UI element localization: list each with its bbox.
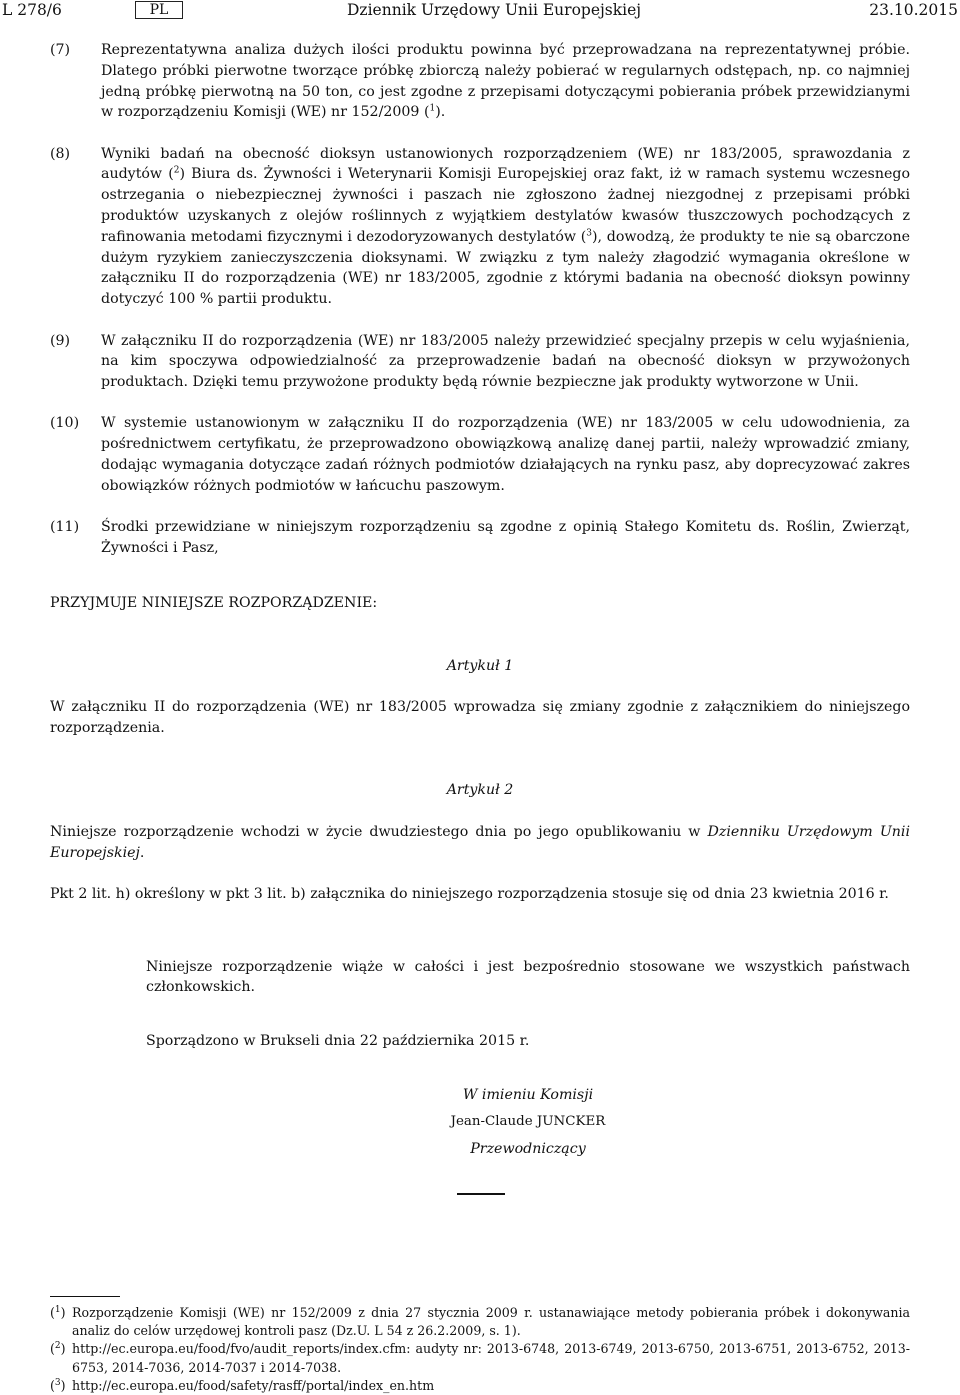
footnote-number-value: 3 [54,1377,61,1388]
article-1-title: Artykuł 1 [446,657,514,674]
signature-block [146,1085,910,1159]
footnote-ref[interactable]: 3 [586,228,592,239]
footnote-text: Rozporządzenie Komisji (WE) nr 152/2009 z dnia 27 stycznia 2009 r. ustanawiające metody pobierania próbek i dokonywania analiz do celów urzędowej kontroli pasz (Dz.U. L 54 z 26.2.2009, s. 1). [72,1305,910,1339]
recital-text: W załączniku II do rozporządzenia (WE) nr 183/2005 należy przewidzieć specjalny przepis w celu wyjaśnienia, na kim spoczywa odpowiedzialność za przeprowadzenie badań na obecność dioksyn w przywożonych produktach. Dzięki temu przywożone produkty będą równie bezpieczne jak produkty wytworzone w Unii. [101,332,910,391]
footnote-number: ($^3$) [50,1377,66,1393]
closing-block [146,957,910,1052]
recital-8 [50,144,910,310]
page-header [2,0,958,20]
recital-text [101,144,910,310]
footnote-text[interactable]: http://ec.europa.eu/food/fvo/audit_reports/index.cfm: audyty nr: 2013-6748, 2013-6749, 2013-6750, 2013-6751, 2013-6752, 2013-6753, 2014-7036, 2014-7037 i 2014-7038. [72,1341,910,1375]
recital-number: (7) [50,42,71,58]
footnote-3 [50,1377,910,1395]
document-body [50,40,910,1165]
footnote-separator [50,1296,120,1297]
recital-10 [50,413,910,496]
recital-number: (8) [50,145,71,162]
journal-name-italic: Dzienniku Urzędowym Unii Europejskiej [50,823,910,861]
footnote-ref[interactable]: 1 [429,103,436,114]
recital-11 [50,517,910,559]
recital-text-part: ) Biura ds. Żywności i Weterynarii Komisji Europejskiej oraz fakt, iż w ramach systemu wczesnego ostrzegania o niebezpiecznej żywności i paszach nie zgłoszono żadnej niezgodnej z przepisami próbki produktów uzyskanych z olejów roślinnych z wyjątkiem destylatów kwasów tłuszczowych pochodzących z rafinowania metodami fizycznymi i dezodoryzowanych destylatów ( [101,166,910,245]
article-1-text: W załączniku II do rozporządzenia (WE) nr 183/2005 wprowadza się zmiany zgodnie z załącznikiem do niniejszego rozporządzenia. [50,698,910,736]
article-2-text-part: Niniejsze rozporządzenie wchodzi w życie dwudziestego dnia po jego opublikowaniu w [50,823,708,840]
recital-text [101,40,910,123]
recital-text: W systemie ustanowionym w załączniku II do rozporządzenia (WE) nr 183/2005 w celu udowodnienia, za pośrednictwem certyfikatu, że przeprowadzono obowiązkową analizę danej partii, należy wprowadzić zmiany, dodając wymagania dotyczące zadań różnych podmiotów działających na rynku pasz, aby doprecyzować zakres obowiązków różnych podmiotów w łańcuchu paszowym. [101,415,910,494]
binding-statement: Niniejsze rozporządzenie wiąże w całości i jest bezpośrednio stosowane we wszystkich państwach członkowskich. [146,958,910,996]
recital-number: (10) [50,415,80,432]
end-rule [457,1193,505,1195]
recital-number: (9) [50,332,71,349]
article-2-title: Artykuł 2 [446,782,514,799]
recital-9 [50,331,910,393]
page-reference: L 278/6 [2,1,62,19]
recital-text-part: ). [435,104,446,121]
article-2-text [50,822,910,864]
done-at-statement: Sporządzono w Brukseli dnia 22 października 2015 r. [146,1033,530,1050]
footnote-text[interactable]: http://ec.europa.eu/food/safety/rasff/portal/index_en.htm [72,1377,435,1393]
signatory-name: Jean-Claude JUNCKER [450,1113,606,1129]
on-behalf-line: W imieniu Komisji [462,1087,594,1103]
recital-text-part: ), dowodzą, że produkty te nie są obarczone dużym ryzykiem zanieczyszczenia dioksynami. W związku z tym należy złagodzić wymagania określone w załączniku II do rozporządzenia (WE) nr 183/2005, zgodnie z którymi badania na obecność dioksyn powinny dotyczyć 100 % partii produktu. [101,228,910,308]
footnotes [50,1304,910,1395]
footnote-2 [50,1340,910,1376]
language-code-box: PL [135,1,183,19]
footnote-number: ($^2$) [50,1341,66,1357]
footnote-number: ($^1$) [50,1304,66,1320]
recital-text: Środki przewidziane w niniejszym rozporządzeniu są zgodne z opinią Stałego Komitetu ds. Roślin, Zwierząt, Żywności i Pasz, [101,519,910,556]
footnote-number-value: 2 [54,1341,61,1352]
article-2-text-part: . [139,844,145,861]
footnote-ref[interactable]: 2 [173,165,180,176]
footnote-number-value: 1 [54,1304,61,1315]
recital-text-part: Reprezentatywna analiza dużych ilości produktu powinna być przeprowadzana na reprezentatywnej próbie. Dlatego próbki pierwotne tworzące próbkę zbiorczą należy pobierać w regularnych odstępach, np. co najmniej jedną próbkę pierwotną na 50 ton, co jest zgodne z przepisami dotyczącymi pobierania próbek przewidzianymi w rozporządzeniu Komisji (WE) nr 152/2009 ( [101,42,910,121]
journal-title: Dziennik Urzędowy Unii Europejskiej [347,1,642,19]
adoption-formula: PRZYJMUJE NINIEJSZE ROZPORZĄDZENIE: [50,594,378,611]
recital-number: (11) [50,519,80,536]
article-2-application-date: Pkt 2 lit. h) określony w pkt 3 lit. b) załącznika do niniejszego rozporządzenia stosuje się od dnia 23 kwietnia 2016 r. [50,885,889,902]
footnote-1 [50,1304,910,1340]
recital-7 [50,40,910,123]
publication-date: 23.10.2015 [869,1,958,19]
recital-text-part: Wyniki badań na obecność dioksyn ustanowionych rozporządzeniem (WE) nr 183/2005, sprawozdania z audytów ( [101,145,910,183]
signatory-role: Przewodniczący [470,1140,586,1157]
